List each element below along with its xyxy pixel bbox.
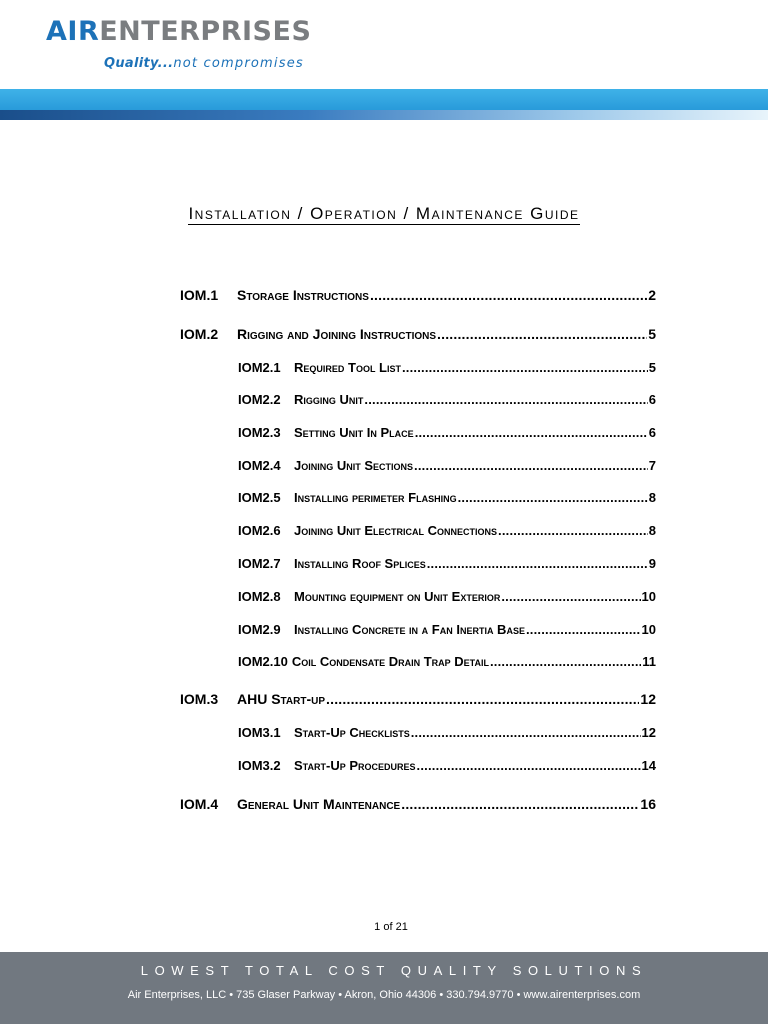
toc-leader bbox=[401, 796, 639, 812]
toc-page: 14 bbox=[641, 758, 656, 773]
toc-leader bbox=[427, 556, 648, 571]
toc-page: 11 bbox=[642, 654, 656, 669]
toc-page: 9 bbox=[648, 556, 656, 571]
tagline bbox=[104, 56, 304, 71]
toc-label: Installing perimeter Flashing bbox=[294, 490, 457, 505]
toc-entry-iom3-1[interactable] bbox=[238, 725, 656, 740]
document-title-text: Installation / Operation / Maintenance Guide bbox=[188, 204, 580, 223]
toc-entry-iom4[interactable] bbox=[180, 796, 656, 812]
toc-number: IOM3.1 bbox=[238, 725, 281, 740]
toc-leader bbox=[364, 392, 647, 407]
toc-leader bbox=[490, 654, 641, 669]
toc-label: Required Tool List bbox=[294, 360, 401, 375]
toc-page: 6 bbox=[648, 425, 656, 440]
toc-number: IOM3.2 bbox=[238, 758, 281, 773]
toc-leader bbox=[526, 622, 641, 637]
toc-entry-iom3[interactable] bbox=[180, 691, 656, 707]
toc-page: 2 bbox=[648, 287, 656, 303]
toc-leader bbox=[417, 758, 641, 773]
toc-page: 12 bbox=[640, 691, 656, 707]
toc-page: 8 bbox=[648, 523, 656, 538]
toc-label: Rigging Unit bbox=[294, 392, 364, 407]
toc-entry-iom2-10[interactable] bbox=[238, 654, 656, 669]
toc-entry-iom3-2[interactable] bbox=[238, 758, 656, 773]
company-logo bbox=[46, 14, 311, 50]
toc-entry-iom2-3[interactable] bbox=[238, 425, 656, 440]
toc-entry-iom2-9[interactable] bbox=[238, 622, 656, 637]
toc-page: 10 bbox=[641, 622, 656, 637]
toc-page: 12 bbox=[641, 725, 656, 740]
footer-address: Air Enterprises, LLC • 735 Glaser Parkway • Akron, Ohio 44306 • 330.794.9770 • www.airenterprises.com bbox=[127, 989, 641, 1001]
toc-number: IOM2.8 bbox=[238, 589, 281, 604]
toc-number: IOM2.4 bbox=[238, 458, 281, 473]
toc-number: IOM.4 bbox=[180, 796, 219, 812]
toc-number: IOM.3 bbox=[180, 691, 219, 707]
toc-entry-iom2[interactable] bbox=[180, 326, 656, 342]
toc-leader bbox=[326, 691, 639, 707]
toc-leader bbox=[370, 287, 647, 303]
tagline-quality: Quality... bbox=[104, 56, 174, 71]
toc-label: General Unit Maintenance bbox=[237, 796, 401, 812]
toc-entry-iom2-2[interactable] bbox=[238, 392, 656, 407]
toc-leader bbox=[415, 425, 648, 440]
toc-leader bbox=[501, 589, 640, 604]
toc-number: IOM2.2 bbox=[238, 392, 281, 407]
toc-entry-iom1[interactable] bbox=[180, 287, 656, 303]
toc-label: Mounting equipment on Unit Exterior bbox=[294, 589, 501, 604]
toc-number: IOM2.3 bbox=[238, 425, 281, 440]
footer-slogan: LOWEST TOTAL COST QUALITY SOLUTIONS bbox=[140, 963, 648, 978]
toc-number: IOM2.5 bbox=[238, 490, 281, 505]
toc-leader bbox=[458, 490, 648, 505]
toc-entry-iom2-7[interactable] bbox=[238, 556, 656, 571]
logo-air-text: AIR bbox=[46, 16, 100, 47]
tagline-rest: not compromises bbox=[173, 56, 304, 71]
toc-leader bbox=[411, 725, 641, 740]
toc-number: IOM2.9 bbox=[238, 622, 281, 637]
toc-label: Start-Up Checklists bbox=[294, 725, 410, 740]
toc-label: Start-Up Procedures bbox=[294, 758, 416, 773]
toc-number: IOM2.6 bbox=[238, 523, 281, 538]
toc-label: Joining Unit Electrical Connections bbox=[294, 523, 498, 538]
toc-leader bbox=[402, 360, 648, 375]
toc-entry-iom2-1[interactable] bbox=[238, 360, 656, 375]
logo-wordmark bbox=[46, 14, 311, 50]
toc-label: AHU Start-up bbox=[237, 691, 326, 707]
header-banner-gradient bbox=[0, 110, 768, 120]
toc-number: IOM2.1 bbox=[238, 360, 281, 375]
toc-entry-iom2-5[interactable] bbox=[238, 490, 656, 505]
toc-number: IOM2.10 bbox=[238, 654, 288, 669]
toc-label: Storage Instructions bbox=[237, 287, 369, 303]
footer-bar bbox=[0, 952, 768, 1024]
logo-enterprises-text: ENTERPRISES bbox=[99, 16, 312, 47]
toc-number: IOM.2 bbox=[180, 326, 219, 342]
toc-leader bbox=[437, 326, 647, 342]
toc-entry-iom2-6[interactable] bbox=[238, 523, 656, 538]
toc-page: 7 bbox=[648, 458, 656, 473]
toc-leader bbox=[498, 523, 648, 538]
toc-label: Coil Condensate Drain Trap Detail bbox=[291, 654, 489, 669]
toc-number: IOM2.7 bbox=[238, 556, 281, 571]
toc-entry-iom2-4[interactable] bbox=[238, 458, 656, 473]
toc-label: Rigging and Joining Instructions bbox=[237, 326, 437, 342]
document-title bbox=[0, 204, 768, 224]
toc-label: Joining Unit Sections bbox=[294, 458, 414, 473]
toc-page: 16 bbox=[640, 796, 656, 812]
toc-label: Installing Concrete in a Fan Inertia Base bbox=[294, 622, 525, 637]
toc-page: 5 bbox=[648, 360, 656, 375]
toc-entry-iom2-8[interactable] bbox=[238, 589, 656, 604]
page-number: 1 of 21 bbox=[374, 921, 408, 933]
toc-number: IOM.1 bbox=[180, 287, 219, 303]
toc-page: 5 bbox=[648, 326, 656, 342]
toc-leader bbox=[414, 458, 648, 473]
toc-page: 10 bbox=[641, 589, 656, 604]
toc-page: 6 bbox=[648, 392, 656, 407]
toc-page: 8 bbox=[648, 490, 656, 505]
toc-label: Setting Unit In Place bbox=[294, 425, 414, 440]
toc-label: Installing Roof Splices bbox=[294, 556, 426, 571]
